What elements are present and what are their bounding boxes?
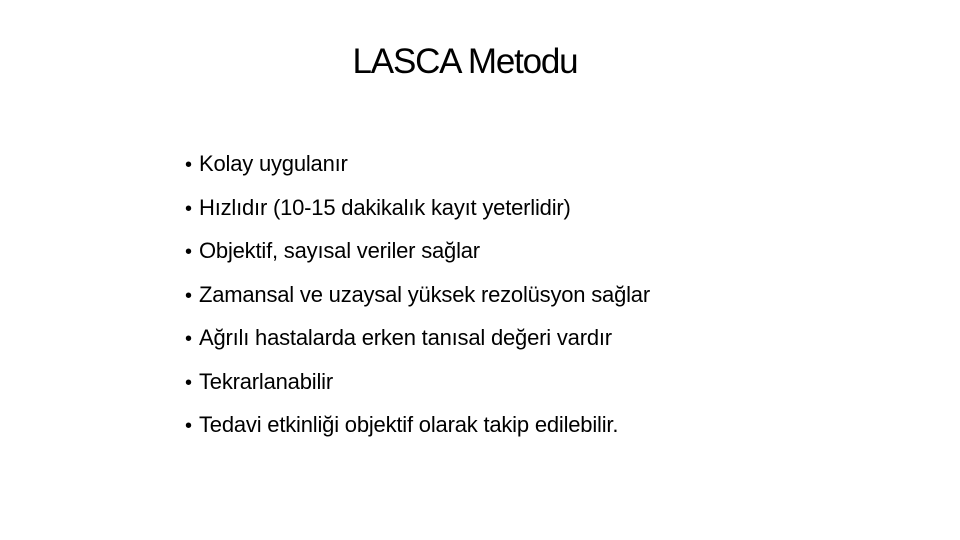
bullet-text: Hızlıdır (10-15 dakikalık kayıt yeterlidir) (199, 194, 571, 220)
bullet-text: Tedavi etkinliği objektif olarak takip edilebilir. (199, 412, 619, 437)
bullet-item (185, 143, 650, 187)
bullet-icon: • (185, 371, 192, 394)
bullet-item (185, 187, 650, 231)
bullet-item (185, 317, 650, 361)
slide-title: LASCA Metodu (352, 42, 578, 81)
bullet-item (185, 361, 650, 405)
bullet-icon: • (185, 154, 192, 176)
bullet-icon: • (185, 284, 192, 307)
bullet-icon: • (185, 415, 192, 437)
bullet-icon: • (185, 197, 192, 220)
bullet-icon: • (185, 328, 192, 350)
bullet-text: Ağrılı hastalarda erken tanısal değeri vardır (199, 325, 612, 350)
bullet-item (185, 404, 650, 448)
bullet-icon: • (185, 241, 192, 263)
bullet-item (185, 230, 650, 274)
bullet-text: Zamansal ve uzaysal yüksek rezolüsyon sağlar (199, 281, 650, 307)
bullet-text: Tekrarlanabilir (199, 368, 333, 394)
bullet-text: Objektif, sayısal veriler sağlar (199, 238, 480, 263)
bullet-item (185, 274, 650, 318)
bullet-text: Kolay uygulanır (199, 151, 348, 176)
bullet-list (185, 143, 650, 448)
